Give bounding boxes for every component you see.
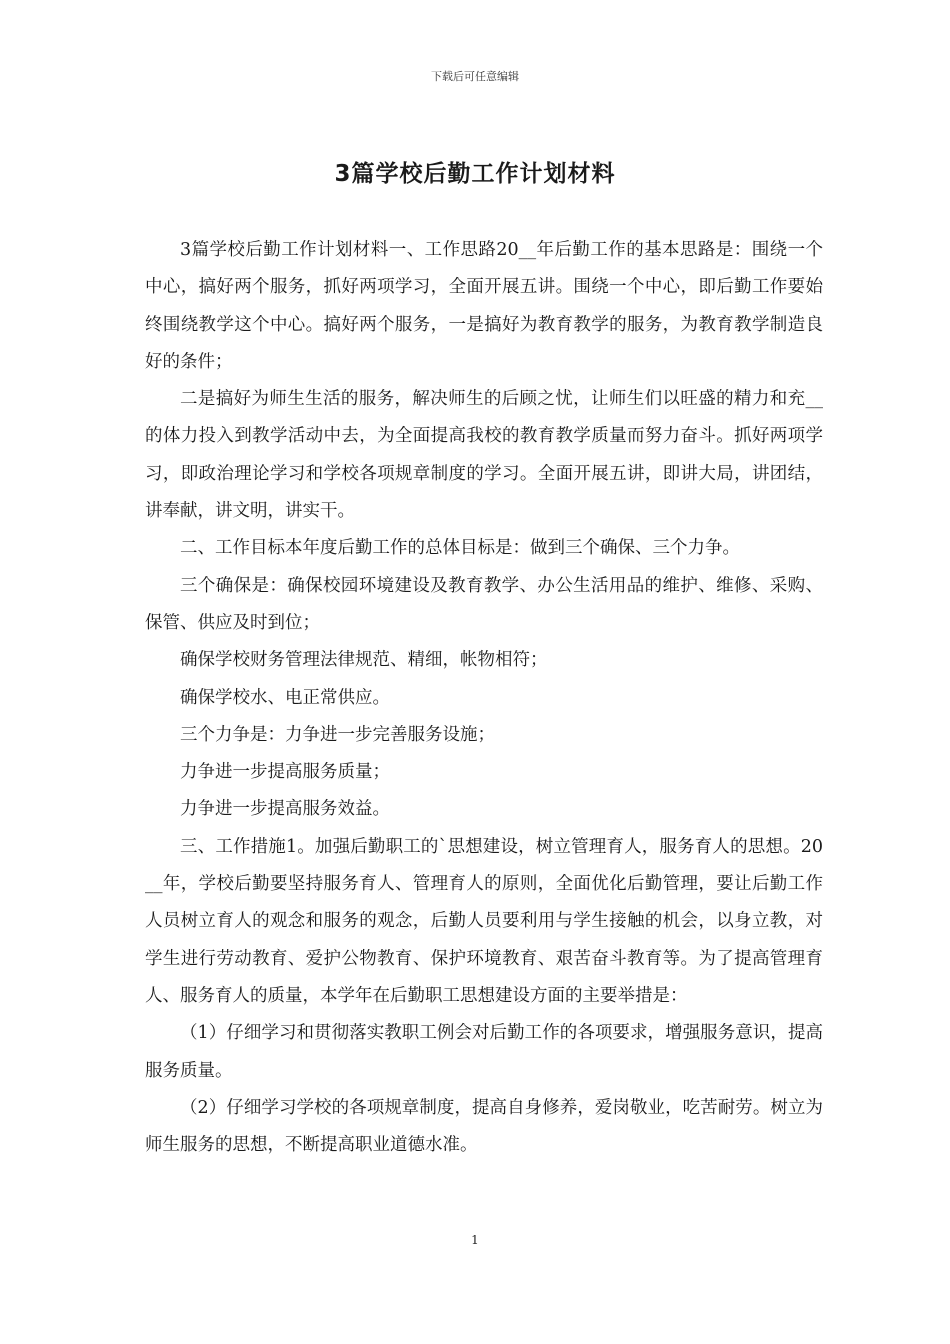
paragraph: 确保学校水、电正常供应。 (180, 687, 390, 708)
paragraph: 二是搞好为师生生活的服务，解决师生的后顾之忧，让师生们以旺盛的精力和充__的体力投入到教学活动中去，为全面提高我校的教育教学质量而努力奋斗。抓好两项学习，即政治理论学习和学校各项规章制度的学习。全面开展五讲，即讲大局，讲团结，讲奉献，讲文明，讲实干。 (145, 389, 823, 522)
paragraph: （1）仔细学习和贯彻落实教职工例会对后勤工作的各项要求，增强服务意识，提高服务质量。 (145, 1023, 823, 1081)
paragraph: 3篇学校后勤工作计划材料一、工作思路20__年后勤工作的基本思路是：围绕一个中心，搞好两个服务，抓好两项学习，全面开展五讲。围绕一个中心，即后勤工作要始终围绕教学这个中心。搞好两个服务，一是搞好为教育教学的服务，为教育教学制造良好的条件； (145, 240, 823, 372)
paragraph: 三个力争是：力争进一步完善服务设施； (180, 724, 495, 745)
page-header: 下载后可任意编辑 (431, 70, 519, 83)
paragraph: （2）仔细学习学校的各项规章制度，提高自身修养，爱岗敬业，吃苦耐劳。树立为师生服务的思想，不断提高职业道德水准。 (145, 1097, 823, 1156)
paragraph: 二、工作目标本年度后勤工作的总体目标是：做到三个确保、三个力争。 (180, 538, 740, 559)
document-title: 3篇学校后勤工作计划材料 (334, 161, 616, 187)
paragraph: 力争进一步提高服务质量； (180, 762, 390, 783)
paragraph: 三个确保是：确保校园环境建设及教育教学、办公生活用品的维护、维修、采购、保管、供应及时到位； (145, 575, 823, 633)
page-number: 1 (471, 1233, 479, 1247)
paragraph: 力争进一步提高服务效益。 (180, 799, 390, 820)
document-body (145, 232, 823, 1164)
paragraph: 确保学校财务管理法律规范、精细，帐物相符； (180, 650, 548, 671)
paragraph: 三、工作措施1。加强后勤职工的`思想建设，树立管理育人，服务育人的思想。20__年，学校后勤要坚持服务育人、管理育人的原则，全面优化后勤管理，要让后勤工作人员树立育人的观念和服务的观念，后勤人员要利用与学生接触的机会，以身立教，对学生进行劳动教育、爱护公物教育、保护环境教育、艰苦奋斗教育等。为了提高管理育人、服务育人的质量，本学年在后勤职工思想建设方面的主要举措是： (145, 836, 823, 1006)
